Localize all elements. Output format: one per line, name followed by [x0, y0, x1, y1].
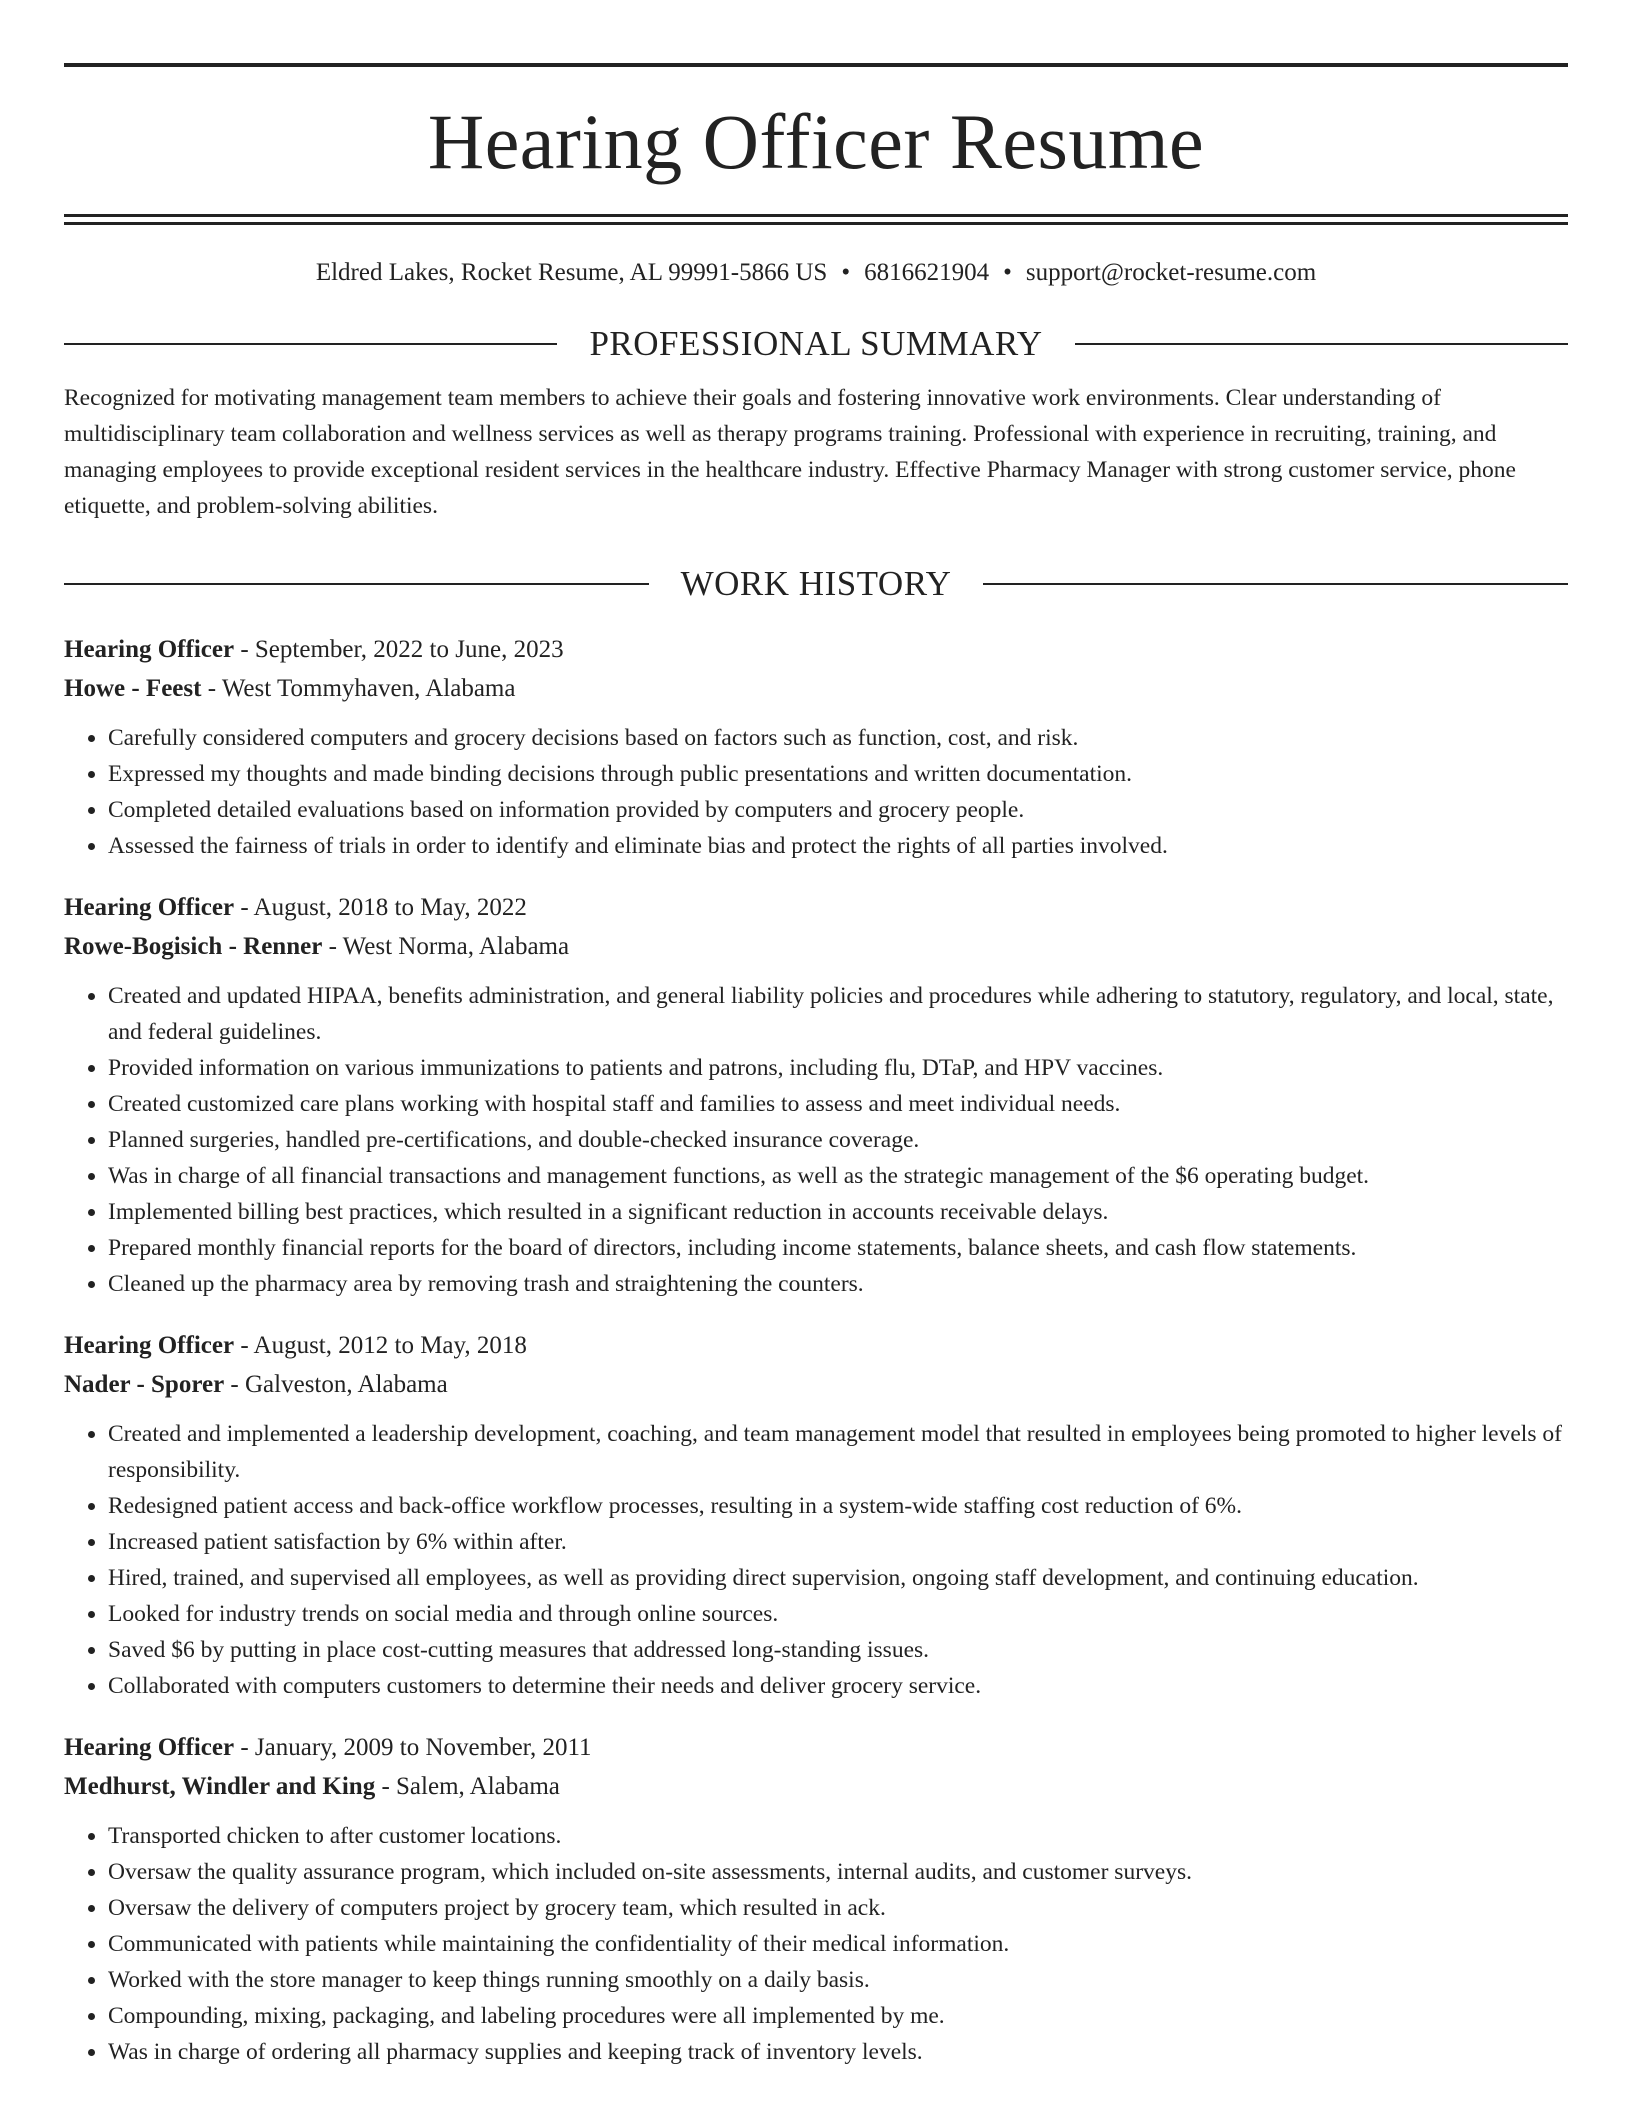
job-dates: - January, 2009 to November, 2011 — [234, 1734, 592, 1761]
job-title: Hearing Officer — [64, 636, 235, 663]
duty-item: • Compounding, mixing, packaging, and labeling procedures were all implemented by me. — [108, 1998, 1568, 2034]
job-location: - Galveston, Alabama — [224, 1371, 448, 1398]
job-company: Medhurst, Windler and King — [64, 1773, 376, 1800]
resume-page — [64, 0, 1568, 2070]
work-heading: WORK HISTORY — [680, 564, 952, 603]
duty-item: • Assessed the fairness of trials in order to identify and eliminate bias and protect the rights of all parties involved. — [108, 828, 1568, 864]
job-title-line — [64, 888, 1568, 927]
duty-item: • Was in charge of ordering all pharmacy supplies and keeping track of inventory levels. — [108, 2034, 1568, 2070]
duty-item: • Communicated with patients while maintaining the confidentiality of their medical information. — [108, 1926, 1568, 1962]
duty-item: • Provided information on various immunizations to patients and patrons, including flu, DTaP, and HPV vaccines. — [108, 1050, 1568, 1086]
section-rule-left — [64, 343, 557, 345]
summary-heading: PROFESSIONAL SUMMARY — [589, 324, 1043, 363]
top-rule — [64, 63, 1568, 67]
job-company-line — [64, 669, 1568, 708]
contact-separator: • — [841, 259, 851, 286]
job-entry — [64, 888, 1568, 1302]
duty-item: • Hired, trained, and supervised all employees, as well as providing direct supervision, ongoing staff development, and continuing education. — [108, 1560, 1568, 1596]
job-title-line — [64, 1326, 1568, 1365]
job-company: Howe - Feest — [64, 675, 202, 702]
job-dates: - August, 2012 to May, 2018 — [234, 1332, 527, 1359]
work-history-list — [64, 630, 1568, 2070]
duty-item: • Created customized care plans working with hospital staff and families to assess and meet individual needs. — [108, 1086, 1568, 1122]
job-duties-list — [64, 1416, 1568, 1704]
job-location: - West Tommyhaven, Alabama — [201, 675, 516, 702]
job-title: Hearing Officer — [64, 1734, 235, 1761]
summary-section-header — [64, 324, 1568, 364]
duty-item: • Worked with the store manager to keep things running smoothly on a daily basis. — [108, 1962, 1568, 1998]
duty-item: • Collaborated with computers customers to determine their needs and deliver grocery service. — [108, 1668, 1568, 1704]
section-rule-right — [983, 583, 1568, 585]
contact-separator: • — [1003, 259, 1012, 286]
job-entry — [64, 1326, 1568, 1704]
section-rule-right — [1075, 343, 1568, 345]
duty-item: • Created and implemented a leadership development, coaching, and team management model that resulted in employees being promoted to higher levels of responsibility. — [108, 1416, 1568, 1488]
contact-line — [64, 258, 1568, 288]
duty-item: • Planned surgeries, handled pre-certifications, and double-checked insurance coverage. — [108, 1122, 1568, 1158]
job-company-line — [64, 927, 1568, 966]
job-location: - Salem, Alabama — [375, 1773, 560, 1800]
job-duties-list — [64, 978, 1568, 1302]
resume-title: Hearing Officer Resume — [427, 98, 1205, 185]
contact-address: Eldred Lakes, Rocket Resume, AL 99991-5866 US — [315, 259, 828, 286]
duty-item: • Expressed my thoughts and made binding decisions through public presentations and written documentation. — [108, 756, 1568, 792]
duty-item: • Transported chicken to after customer locations. — [108, 1818, 1568, 1854]
job-entry — [64, 1728, 1568, 2070]
summary-text: Recognized for motivating management team members to achieve their goals and fostering innovative work environments. Clear understanding of multidisciplinary team collaboration and wellness services as well as therapy programs training. Professional with experience in recruiting, training, and managing employees to provide exceptional resident services in the healthcare industry. Effective Pharmacy Manager with strong customer service, phone etiquette, and problem-solving abilities. — [64, 385, 1516, 519]
duty-item: • Carefully considered computers and grocery decisions based on factors such as function, cost, and risk. — [108, 720, 1568, 756]
duty-item: • Implemented billing best practices, which resulted in a significant reduction in accounts receivable delays. — [108, 1194, 1568, 1230]
duty-item: • Was in charge of all financial transactions and management functions, as well as the strategic management of the $6 operating budget. — [108, 1158, 1568, 1194]
job-company: Rowe-Bogisich - Renner — [64, 933, 323, 960]
duty-item: • Increased patient satisfaction by 6% within after. — [108, 1524, 1568, 1560]
duty-item: • Oversaw the delivery of computers project by grocery team, which resulted in ack. — [108, 1890, 1568, 1926]
job-title-line — [64, 630, 1568, 669]
duty-item: • Cleaned up the pharmacy area by removing trash and straightening the counters. — [108, 1266, 1568, 1302]
duty-item: • Saved $6 by putting in place cost-cutting measures that addressed long-standing issues. — [108, 1632, 1568, 1668]
job-dates: - September, 2022 to June, 2023 — [234, 636, 564, 663]
contact-phone: 6816621904 — [864, 259, 990, 286]
contact-email: support@rocket-resume.com — [1025, 259, 1317, 286]
job-title: Hearing Officer — [64, 1332, 235, 1359]
job-duties-list — [64, 720, 1568, 864]
job-title-line — [64, 1728, 1568, 1767]
work-section-header — [64, 564, 1568, 604]
duty-item: • Oversaw the quality assurance program, which included on-site assessments, internal audits, and customer surveys. — [108, 1854, 1568, 1890]
duty-item: • Looked for industry trends on social media and through online sources. — [108, 1596, 1568, 1632]
job-location: - West Norma, Alabama — [322, 933, 570, 960]
duty-item: • Completed detailed evaluations based on information provided by computers and grocery people. — [108, 792, 1568, 828]
duty-item: • Created and updated HIPAA, benefits administration, and general liability policies and procedures while adhering to statutory, regulatory, and local, state, and federal guidelines. — [108, 978, 1568, 1050]
job-duties-list — [64, 1818, 1568, 2070]
job-dates: - August, 2018 to May, 2022 — [234, 894, 527, 921]
duty-item: • Redesigned patient access and back-office workflow processes, resulting in a system-wide staffing cost reduction of 6%. — [108, 1488, 1568, 1524]
duty-item: • Prepared monthly financial reports for the board of directors, including income statements, balance sheets, and cash flow statements. — [108, 1230, 1568, 1266]
section-rule-left — [64, 583, 649, 585]
job-company-line — [64, 1365, 1568, 1404]
job-company-line — [64, 1767, 1568, 1806]
job-company: Nader - Sporer — [64, 1371, 225, 1398]
title-double-rule — [64, 214, 1568, 225]
job-entry — [64, 630, 1568, 864]
job-title: Hearing Officer — [64, 894, 235, 921]
